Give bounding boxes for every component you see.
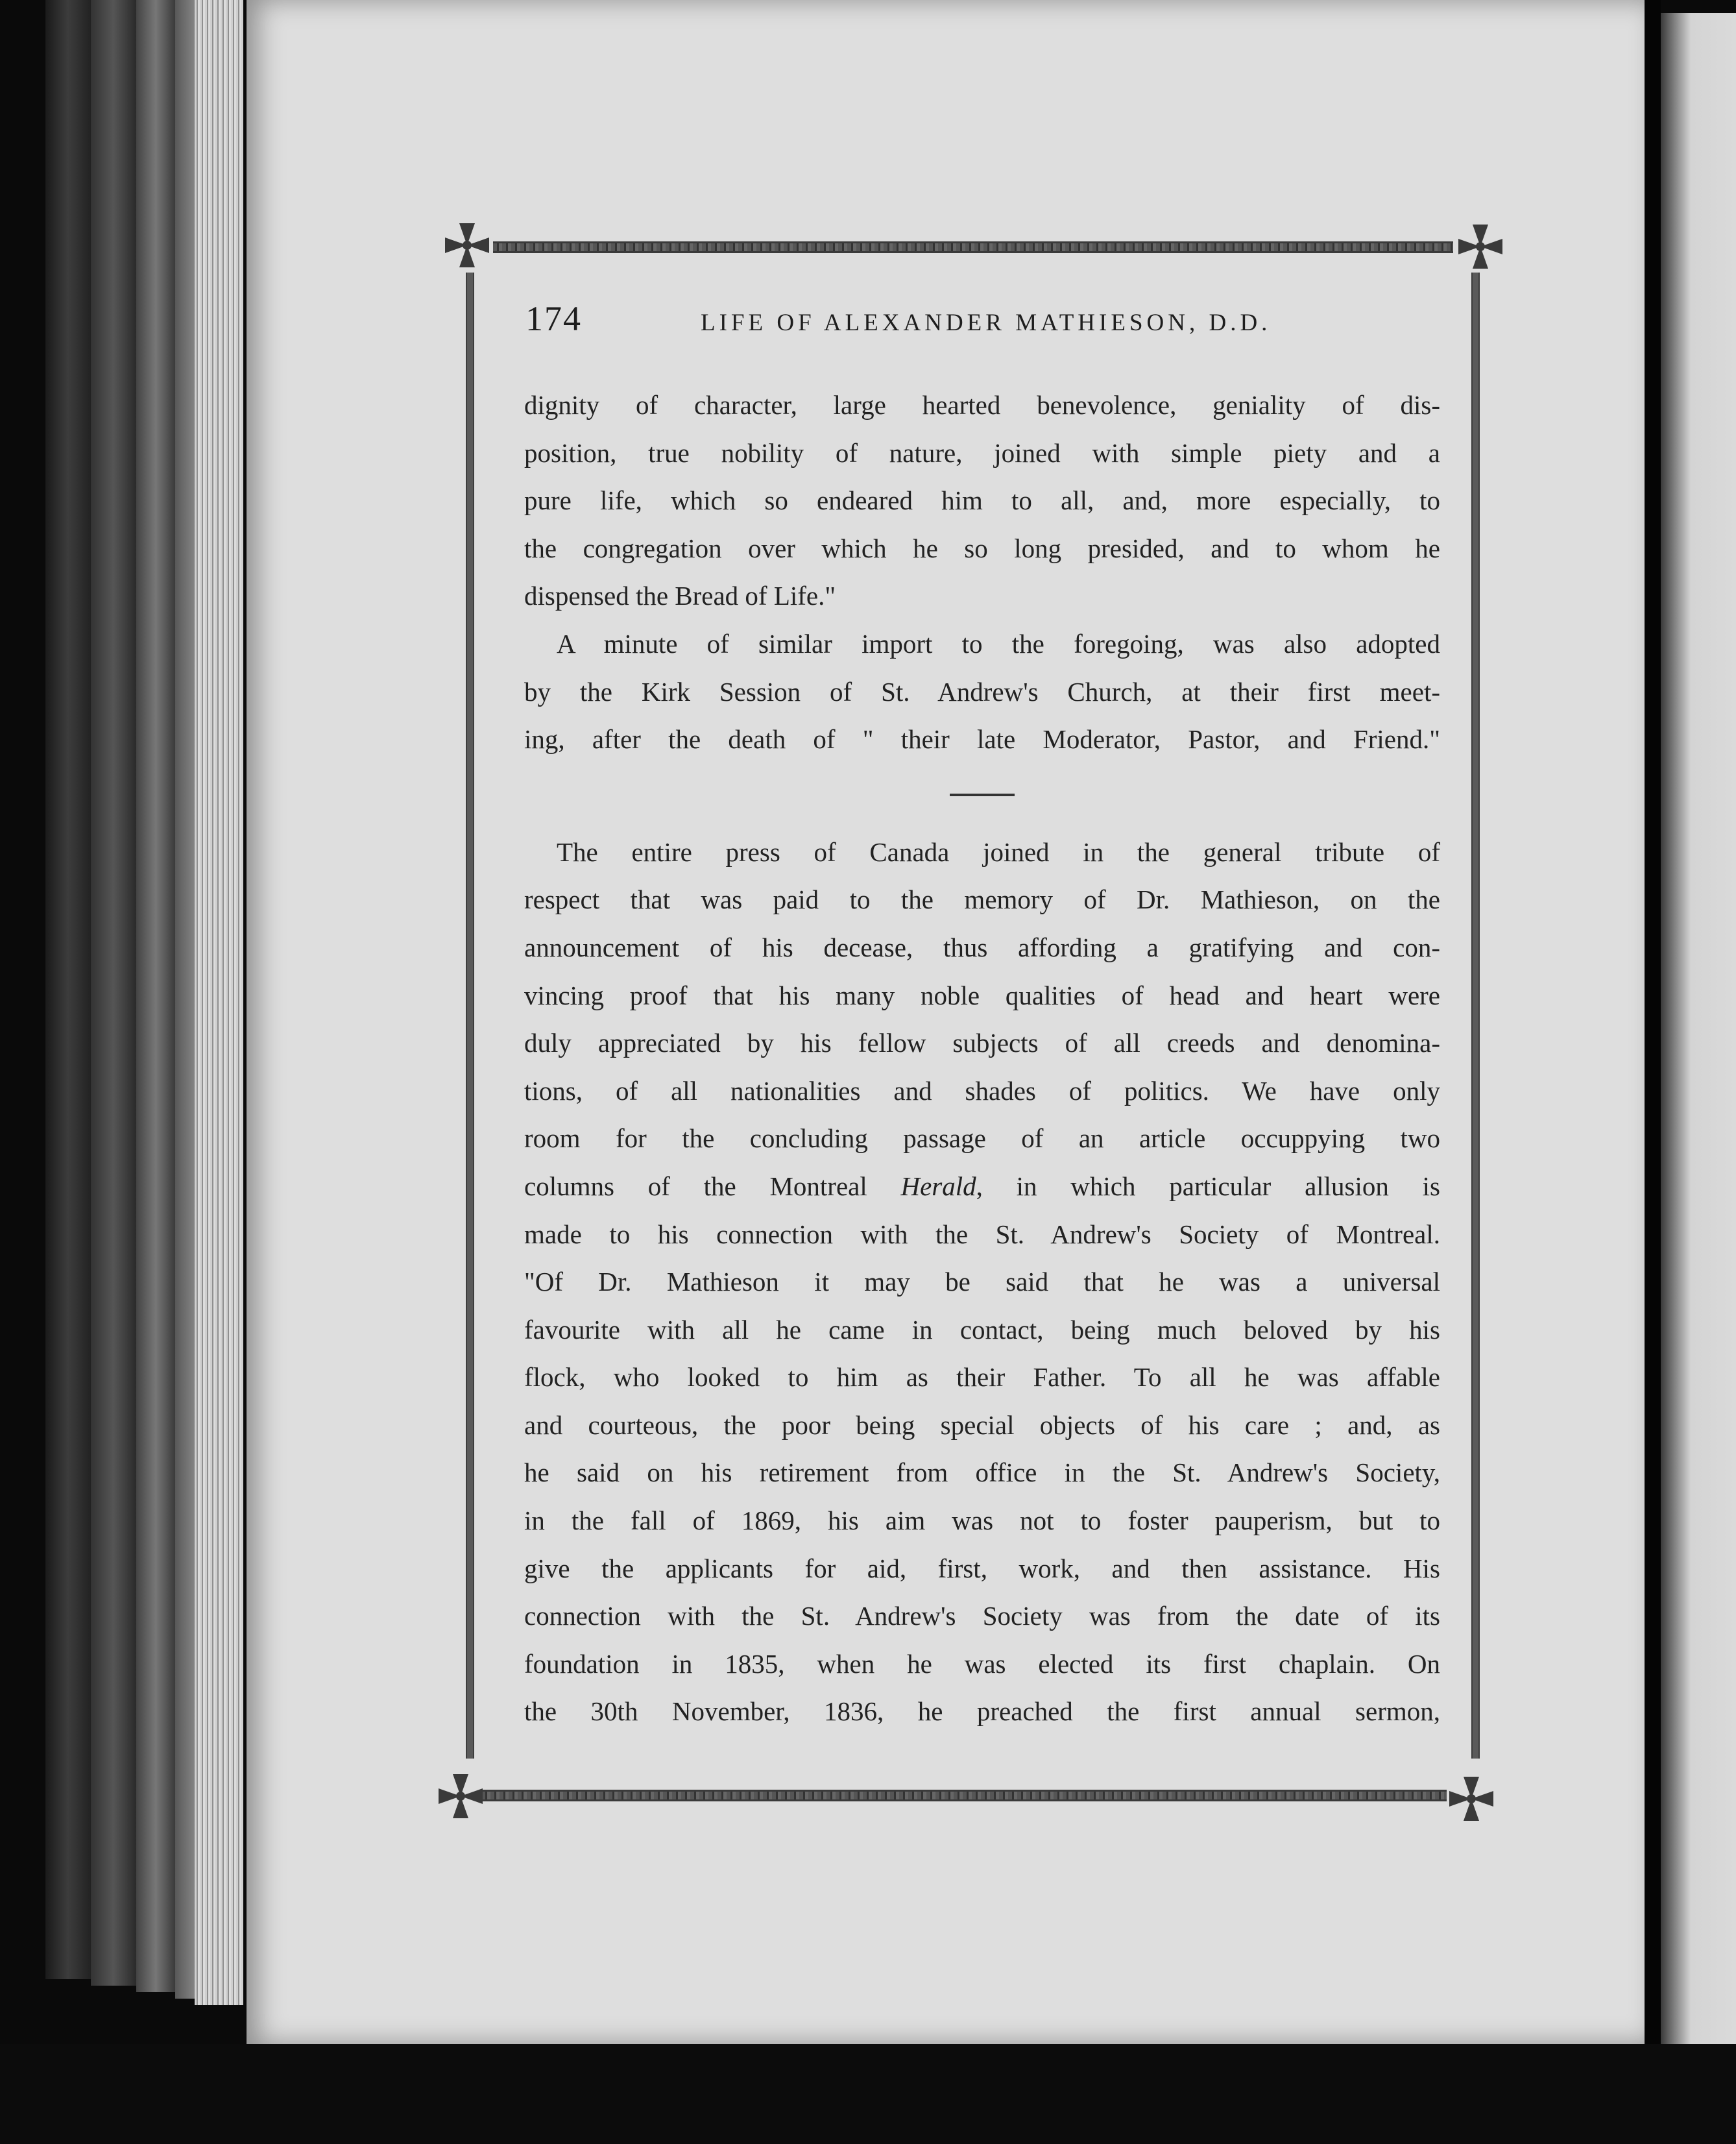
- text-line: the 30th November, 1836, he preached the first annual sermon,: [524, 1696, 1440, 1727]
- facing-page-edge: [1661, 13, 1736, 2044]
- frame-left-rule: [466, 273, 474, 1759]
- text-line: duly appreciated by his fellow subjects of all creeds and denomina-: [524, 1028, 1440, 1058]
- frame-bottom-rule: [481, 1790, 1447, 1801]
- text-line: favourite with all he came in contact, being much beloved by his: [524, 1314, 1440, 1345]
- text-line: A minute of similar import to the foregoing, was also adopted: [557, 628, 1440, 659]
- text-line: give the applicants for aid, first, work, and then assistance. His: [524, 1553, 1440, 1583]
- text-line: vincing proof that his many noble qualities of head and heart were: [524, 980, 1440, 1010]
- maltese-cross-icon: [1445, 1773, 1497, 1825]
- text-line-herald: [524, 1163, 1440, 1211]
- running-head: LIFE OF ALEXANDER MATHIESON, D.D.: [701, 310, 1272, 336]
- section-separator: [950, 794, 1015, 796]
- text-line: "Of Dr. Mathieson it may be said that he was a universal: [524, 1267, 1440, 1297]
- newspaper-title: Herald: [900, 1171, 976, 1201]
- text-line: ing, after the death of " their late Moderator, Pastor, and Friend.": [524, 724, 1440, 755]
- text-line: by the Kirk Session of St. Andrew's Church, at their first meet-: [524, 676, 1440, 707]
- text-line: The entire press of Canada joined in the general tribute of: [557, 836, 1440, 867]
- maltese-cross-icon: [1454, 221, 1506, 273]
- text-line: room for the concluding passage of an article occuppying two: [524, 1123, 1440, 1154]
- text-line: connection with the St. Andrew's Society was from the date of its: [524, 1601, 1440, 1631]
- text-line: he said on his retirement from office in the St. Andrew's Society,: [524, 1457, 1440, 1488]
- text-line: tions, of all nationalities and shades of politics. We have only: [524, 1075, 1440, 1106]
- text-line: pure life, which so endeared him to all, and, more especially, to: [524, 485, 1440, 516]
- text-line: respect that was paid to the memory of Dr. Mathieson, on the: [524, 884, 1440, 915]
- text-line: foundation in 1835, when he was elected its first chaplain. On: [524, 1648, 1440, 1679]
- text-run: , in which particular allusion is: [976, 1171, 1440, 1201]
- frame-top-rule: [493, 241, 1453, 253]
- text-line: in the fall of 1869, his aim was not to foster pauperism, but to: [524, 1505, 1440, 1536]
- page-number: 174: [525, 299, 582, 338]
- page-leaves: [195, 0, 243, 2005]
- text-line: flock, who looked to him as their Father. To all he was affable: [524, 1362, 1440, 1393]
- gutter: [1645, 0, 1661, 2051]
- text-line: announcement of his decease, thus affording a gratifying and con-: [524, 932, 1440, 962]
- frame-right-rule: [1471, 273, 1480, 1759]
- book-edge: [91, 0, 136, 1986]
- body-text: [524, 382, 1440, 1736]
- paragraph-3: [524, 829, 1440, 1736]
- page-header: [525, 298, 1304, 350]
- text-run: columns of the Montreal: [524, 1171, 901, 1201]
- text-line: dispensed the Bread of Life.": [524, 581, 836, 611]
- paragraph-2: [524, 620, 1440, 764]
- book-edge: [136, 0, 175, 1992]
- paragraph-1: [524, 382, 1440, 620]
- scan-background: [0, 2044, 1736, 2144]
- book-edge: [45, 0, 91, 1979]
- maltese-cross-icon: [435, 1770, 487, 1822]
- text-line: position, true nobility of nature, joined with simple piety and a: [524, 437, 1440, 468]
- maltese-cross-icon: [441, 219, 493, 271]
- text-line: the congregation over which he so long presided, and to whom he: [524, 533, 1440, 563]
- text-line: dignity of character, large hearted benevolence, geniality of dis-: [524, 390, 1440, 420]
- text-line: and courteous, the poor being special objects of his care ; and, as: [524, 1409, 1440, 1440]
- text-line: made to his connection with the St. Andrew's Society of Montreal.: [524, 1219, 1440, 1249]
